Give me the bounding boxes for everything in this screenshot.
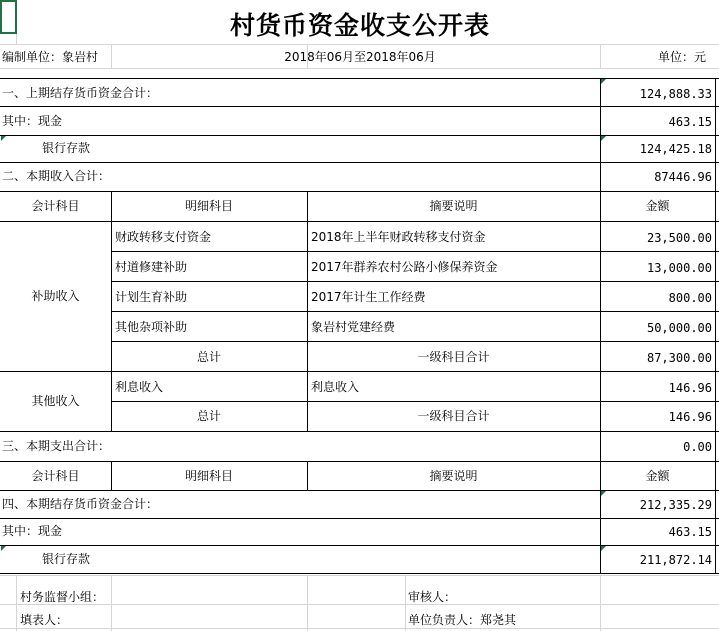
cell-marker [601, 136, 606, 141]
table-row-amount: 800.00 [668, 291, 712, 305]
subtotal-desc: 一级科目合计 [417, 350, 490, 364]
page-title: 村货币资金收支公开表 [229, 11, 490, 40]
col-header-account: 会计科目 [31, 199, 80, 213]
table-border [0, 545, 719, 546]
curr-bank-label: 银行存款 [42, 552, 91, 566]
col-header-summary: 摘要说明 [429, 199, 478, 213]
table-row-detail: 财政转移支付资金 [115, 230, 212, 244]
grid-line [600, 44, 601, 68]
col-header-amount: 金额 [645, 199, 670, 213]
period-label: 2018年06月至2018年06月 [284, 50, 436, 64]
table-row-amount: 13,000.00 [646, 261, 712, 275]
preparer-label: 填表人： [20, 613, 69, 627]
table-border [0, 135, 719, 136]
grid-line [307, 575, 308, 631]
table-row-summary: 2017年计生工作经费 [311, 290, 426, 304]
table-border [111, 191, 112, 431]
prev-bank-label: 银行存款 [42, 141, 91, 155]
curr-cash-label: 其中：现金 [2, 524, 63, 538]
col-header-detail: 明细科目 [184, 199, 233, 213]
table-row-amount: 23,500.00 [646, 231, 712, 245]
responsible-label: 单位负责人：郑尧其 [408, 613, 517, 627]
table-border [715, 78, 716, 573]
reviewer-label: 审核人： [408, 590, 457, 604]
table-border [0, 78, 719, 79]
table-border [111, 401, 719, 402]
table-row-summary: 2018年上半年财政转移支付资金 [311, 230, 486, 244]
table-border [0, 573, 719, 574]
table-border [0, 371, 719, 372]
table-border [0, 221, 719, 222]
category-subsidy: 补助收入 [31, 289, 80, 303]
grid-line [0, 44, 719, 45]
col-header-detail: 明细科目 [184, 469, 233, 483]
prev-balance-label: 一、上期结存货币资金合计： [2, 86, 159, 100]
grid-line [111, 44, 112, 68]
category-other: 其他收入 [31, 394, 80, 408]
expense-label: 三、本期支出合计： [2, 439, 111, 453]
prev-balance-total: 124,888.33 [639, 87, 712, 101]
table-border [111, 251, 719, 252]
cell-marker [601, 79, 606, 84]
table-row-detail: 利息收入 [115, 380, 164, 394]
cell-marker [601, 546, 606, 551]
grid-line [0, 68, 719, 69]
currency-label: 单位：元 [658, 50, 707, 64]
table-border [307, 191, 308, 431]
table-row-amount: 50,000.00 [646, 321, 712, 335]
grid-line [600, 575, 601, 631]
prev-bank-value: 124,425.18 [639, 142, 712, 156]
table-border [0, 191, 719, 192]
table-row-summary: 象岩村党建经费 [311, 320, 396, 334]
curr-balance-label: 四、本期结存货币资金合计： [2, 497, 159, 511]
curr-balance-total: 212,335.29 [639, 498, 712, 512]
table-row-summary: 利息收入 [311, 380, 360, 394]
table-border [0, 431, 719, 432]
grid-line [0, 628, 719, 629]
curr-bank-value: 211,872.14 [639, 553, 712, 567]
supervisor-label: 村务监督小组： [20, 590, 105, 604]
cell-marker [601, 491, 606, 496]
subtotal-label: 总计 [196, 350, 221, 364]
table-border [0, 106, 719, 107]
income-label: 二、本期收入合计： [2, 169, 111, 183]
selected-cell[interactable] [0, 0, 17, 34]
col-header-amount: 金额 [645, 469, 670, 483]
income-total: 87446.96 [654, 170, 712, 184]
grid-line [16, 575, 17, 631]
table-border [111, 311, 719, 312]
subtotal-amount: 87,300.00 [646, 351, 712, 365]
col-header-account: 会计科目 [31, 469, 80, 483]
table-border [111, 341, 719, 342]
grid-line [0, 604, 719, 605]
table-border [0, 490, 719, 491]
table-row-detail: 其他杂项补助 [115, 320, 188, 334]
table-row-detail: 村道修建补助 [115, 260, 188, 274]
table-row-summary: 2017年群养农村公路小修保养资金 [311, 260, 498, 274]
col-header-summary: 摘要说明 [429, 469, 478, 483]
curr-cash-value: 463.15 [668, 525, 712, 539]
subtotal-desc: 一级科目合计 [417, 409, 490, 423]
table-border [0, 518, 719, 519]
prev-cash-label: 其中：现金 [2, 114, 63, 128]
subtotal-amount: 146.96 [668, 410, 712, 424]
table-row-detail: 计划生育补助 [115, 290, 188, 304]
table-border [0, 461, 719, 462]
table-border [600, 78, 601, 573]
table-border [0, 162, 719, 163]
cell-marker [1, 546, 6, 551]
table-border [111, 281, 719, 282]
grid-line [405, 575, 406, 631]
grid-line [111, 575, 112, 631]
unit-label: 编制单位：象岩村 [2, 50, 99, 64]
table-row-amount: 146.96 [668, 381, 712, 395]
subtotal-label: 总计 [196, 409, 221, 423]
prev-cash-value: 463.15 [668, 115, 712, 129]
expense-total: 0.00 [683, 440, 712, 454]
cell-marker [1, 136, 6, 141]
grid-line [0, 575, 719, 576]
